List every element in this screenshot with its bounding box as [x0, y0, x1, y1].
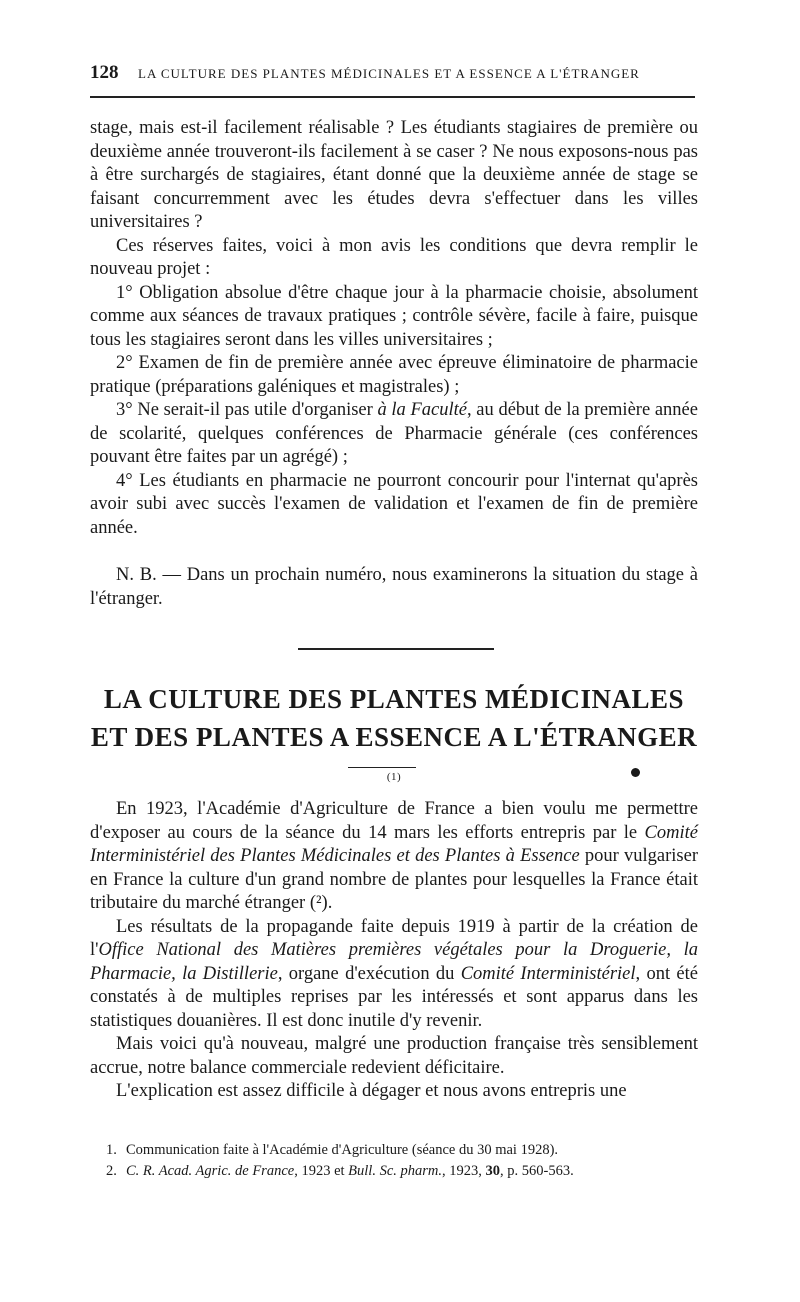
list-item: 4° Les étudiants en pharmacie ne pourront concourir pour l'internat qu'après avoir subi avec succès l'examen de validation et l'examen de fin de première année. [90, 470, 698, 538]
article-title [90, 680, 698, 794]
running-title: LA CULTURE DES PLANTES MÉDICINALES ET A ESSENCE A L'ÉTRANGER [138, 66, 640, 81]
editor-note: N. B. — Dans un prochain numéro, nous examinerons la situation du stage à l'étranger. [90, 565, 698, 609]
paragraph: Les résultats de la propagande faite depuis 1919 à partir de la création de l'Office National des Matières premières végétales pour la Droguerie, la Pharmacie, la Distillerie, organe d'exécution du Comité Interministériel, ont été constatés à de multiples reprises par les intéressés et sont apparus dans les statistiques douanières. Il est donc inutile d'y revenir. [90, 916, 698, 1031]
header-rule [90, 96, 695, 98]
title-underline [348, 767, 416, 768]
title-footnote-marker: (1) [386, 771, 402, 783]
footnote: 2. C. R. Acad. Agric. de France, 1923 et Bull. Sc. pharm., 1923, 30, p. 560-563. [106, 1163, 574, 1179]
title-line: LA CULTURE DES PLANTES MÉDICINALES [103, 684, 685, 714]
section-separator [298, 648, 494, 650]
page-number: 128 [90, 62, 119, 83]
title-line: ET DES PLANTES A ESSENCE A L'ÉTRANGER $^{(1)}$ [90, 722, 698, 783]
paragraph: stage, mais est-il facilement réalisable ? Les étudiants stagiaires de première ou deuxième année trouveront-ils facilement à se caser ? Ne nous exposons-nous pas à être surchargés de stagiaires, étant donné que la deuxième année de stage se faisant concurremment avec les études devra s'effectuer dans les villes universitaires ? [90, 118, 698, 232]
paragraph: Mais voici qu'à nouveau, malgré une production française très sensiblement accrue, notre balance commerciale redevient déficitaire. [90, 1034, 698, 1078]
article-text [90, 798, 698, 1104]
page-header [90, 62, 695, 86]
footnote: 1. Communication faite à l'Académie d'Agriculture (séance du 30 mai 1928). [106, 1142, 559, 1158]
paragraph: En 1923, l'Académie d'Agriculture de France a bien voulu me permettre d'exposer au cours de la séance du 14 mars les efforts entrepris par le Comité Interministériel des Plantes Médicinales et des Plantes à Essence pour vulgariser en France la culture d'un grand nombre de plantes pour lesquelles la France était tributaire du marché étranger (²). [90, 799, 698, 913]
list-item: 3° Ne serait-il pas utile d'organiser à la Faculté, au début de la première année de scolarité, quelques conférences de Pharmacie générale (ces conférences pouvant être faites par un agrégé) ; [90, 400, 698, 467]
previous-article-text [90, 117, 698, 611]
paragraph: L'explication est assez difficile à dégager et nous avons entrepris une [116, 1081, 627, 1101]
ink-dot [631, 768, 640, 777]
list-item: 2° Examen de fin de première année avec épreuve éliminatoire de pharmacie pratique (préparations galéniques et magistrales) ; [90, 353, 698, 397]
list-item: 1° Obligation absolue d'être chaque jour à la pharmacie choisie, absolument comme aux séances de travaux pratiques ; contrôle sévère, facile à faire, puisque tous les stagiaires seront dans les villes universitaires ; [90, 282, 698, 350]
paragraph: Ces réserves faites, voici à mon avis les conditions que devra remplir le nouveau projet : [90, 235, 698, 279]
footnotes [106, 1140, 686, 1182]
